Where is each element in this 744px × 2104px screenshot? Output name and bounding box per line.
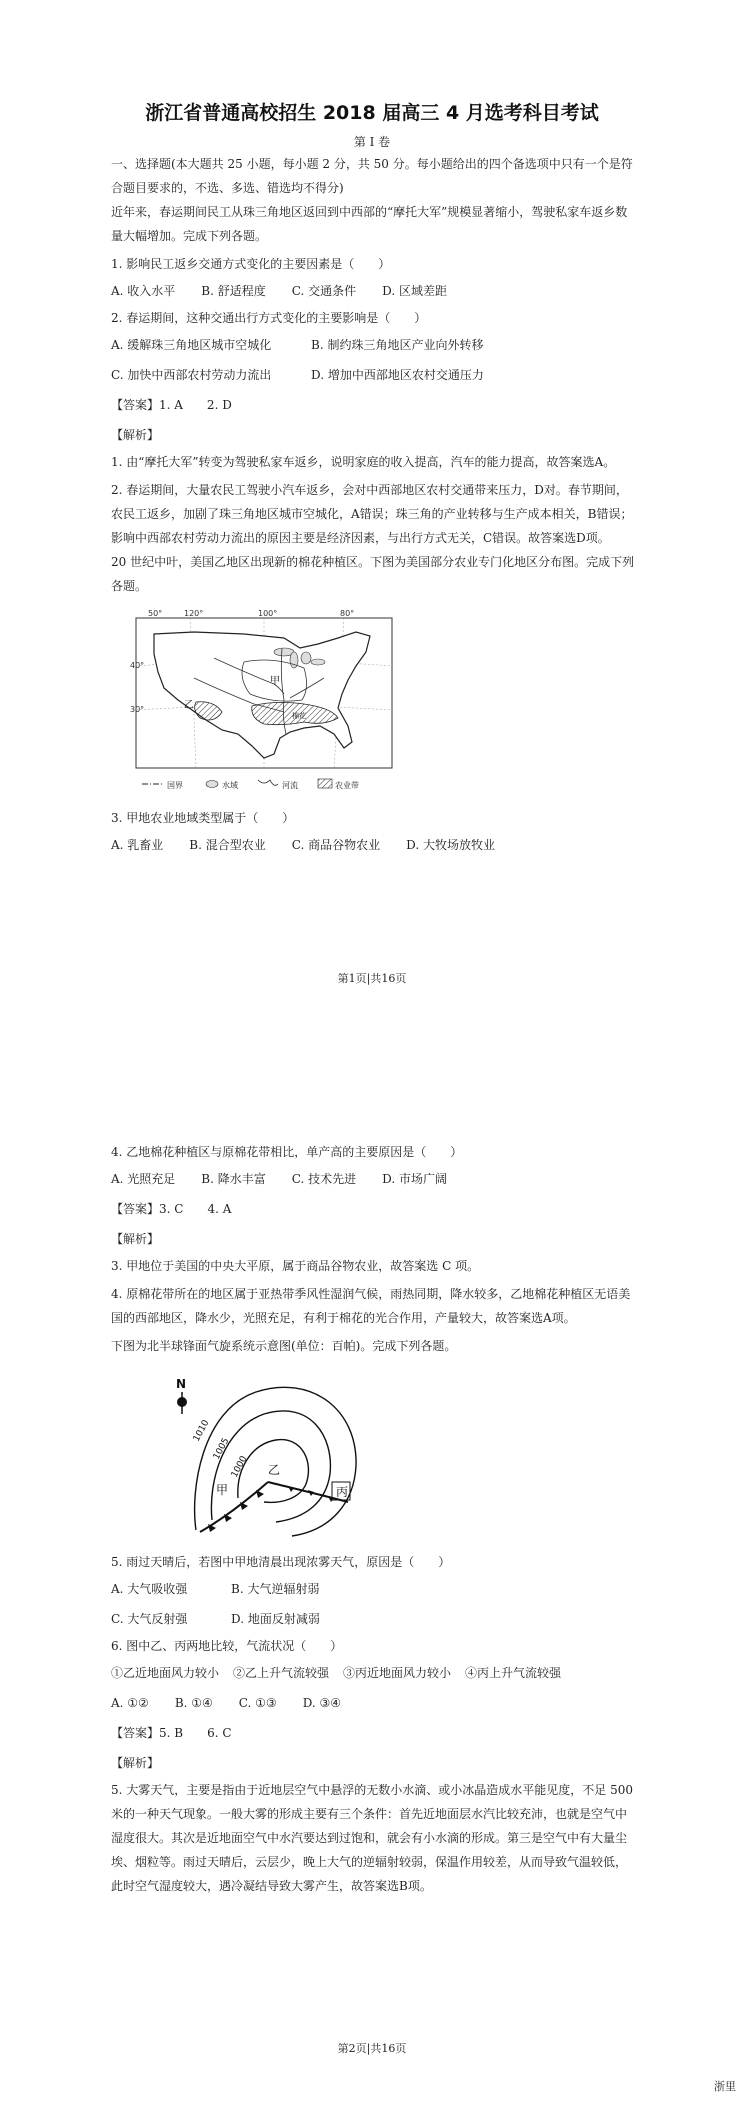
- isobar-label: 1000: [229, 1454, 250, 1480]
- exam-title: 浙江省普通高校招生 2018 届高三 4 月选考科目考试: [145, 102, 599, 124]
- cyclone-graphic: [172, 1370, 386, 1544]
- option: C. 商品谷物农业: [291, 838, 381, 852]
- answer-block: 【答案】5. B 6. C: [111, 1726, 232, 1740]
- question-1: 1. 影响民工返乡交通方式变化的主要因素是（ ）: [111, 257, 391, 271]
- page-1-footer: 第1页|共16页: [337, 972, 407, 985]
- map-graphic: [130, 608, 396, 798]
- lat-label: 30°: [130, 705, 145, 714]
- option: B. 混合型农业: [189, 838, 266, 852]
- question-1-options: [111, 276, 635, 306]
- analysis-4: 4. 原棉花带所在的地区属于亚热带季风性湿润气候，雨热同期，降水较多，乙地棉花种植区无语美国的西部地区，降水少，光照充足，有利于棉花的光合作用，产量较大，故答案选A项。: [111, 1287, 631, 1325]
- jia-label: 甲: [270, 676, 280, 687]
- analysis-label: 【解析】: [111, 1756, 160, 1770]
- option: A. 乳畜业: [111, 838, 164, 852]
- page-2-footer: 第2页|共16页: [337, 2042, 407, 2055]
- page-1-content: [111, 150, 635, 598]
- north-arrow: [176, 1377, 187, 1414]
- option: C. 大气反射强: [111, 1612, 188, 1626]
- page-2-content-lower: [111, 1550, 635, 1898]
- question-6-options: [111, 1688, 635, 1718]
- option: D. ③④: [302, 1696, 342, 1710]
- analysis-3: 3. 甲地位于美国的中央大平原，属于商品谷物农业，故答案选 C 项。: [111, 1259, 480, 1273]
- us-agriculture-map: [130, 608, 396, 798]
- question-2: 2. 春运期间，这种交通出行方式变化的主要影响是（ ）: [111, 311, 427, 325]
- lon-label: 80°: [340, 609, 355, 618]
- option: B. 制约珠三角地区产业向外转移: [311, 338, 484, 352]
- question-5: 5. 雨过天晴后，若图中甲地清晨出现浓雾天气，原因是（ ）: [111, 1555, 451, 1569]
- analysis-1: 1. 由“摩托大军”转变为驾驶私家车返乡，说明家庭的收入提高，汽车的能力提高，故答案选A。: [111, 455, 616, 469]
- question-4-options: [111, 1164, 635, 1194]
- analysis-label: 【解析】: [111, 428, 160, 442]
- question-2-options-row2: [111, 360, 635, 390]
- option: D. 大牧场放牧业: [406, 838, 495, 852]
- option: C. ①③: [238, 1696, 277, 1710]
- option: A. 大气吸收强: [111, 1582, 188, 1596]
- option: A. ①②: [111, 1696, 149, 1710]
- option: B. 大气逆辐射弱: [231, 1582, 320, 1596]
- question-3: 3. 甲地农业地域类型属于（ ）: [111, 811, 295, 825]
- legend-border: 国界: [167, 781, 183, 790]
- question-3-options: [111, 830, 635, 860]
- question-5-options-row1: [111, 1574, 635, 1604]
- intro-passage-2: 20 世纪中叶，美国乙地区出现新的棉花种植区。下图为美国部分农业专门化地区分布图。完成下列各题。: [111, 555, 635, 593]
- cold-front: [200, 1482, 268, 1532]
- statement: ②乙上升气流较强: [233, 1666, 330, 1680]
- page-1-content-lower: [111, 806, 635, 860]
- cotton-label: 棉花: [292, 712, 306, 720]
- corner-watermark: 浙里: [714, 2080, 736, 2093]
- option: D. 市场广阔: [382, 1172, 447, 1186]
- answer-block: 【答案】3. C 4. A: [111, 1202, 232, 1216]
- question-4: 4. 乙地棉花种植区与原棉花带相比，单产高的主要原因是（ ）: [111, 1145, 463, 1159]
- exam-subtitle: 第 I 卷: [353, 135, 391, 149]
- question-2-options-row1: [111, 330, 635, 360]
- option: A. 收入水平: [111, 284, 176, 298]
- analysis-label: 【解析】: [111, 1232, 160, 1246]
- option: C. 技术先进: [291, 1172, 357, 1186]
- option: C. 加快中西部农村劳动力流出: [111, 368, 272, 382]
- question-5-options-row2: [111, 1604, 635, 1634]
- answer-block: 【答案】1. A 2. D: [111, 398, 232, 412]
- lon-label: 100°: [258, 609, 278, 618]
- option: A. 缓解珠三角地区城市空城化: [111, 338, 272, 352]
- instructions: 一、选择题(本大题共 25 小题，每小题 2 分，共 50 分。每小题给出的四个备选项中只有一个是符合题目要求的，不选、多选、错选均不得分): [111, 157, 633, 195]
- isobars: [195, 1387, 356, 1536]
- lat-label: 40°: [130, 661, 145, 670]
- lon-label: 50°: [148, 609, 163, 618]
- option: D. 区域差距: [382, 284, 447, 298]
- lon-label: 120°: [184, 609, 204, 618]
- legend-water: 水域: [222, 781, 238, 790]
- place-bing: 丙: [336, 1485, 349, 1499]
- page-2-content: [111, 1040, 635, 1358]
- north-label: N: [176, 1377, 187, 1391]
- option: B. 降水丰富: [201, 1172, 266, 1186]
- option: C. 交通条件: [291, 284, 357, 298]
- option: A. 光照充足: [111, 1172, 176, 1186]
- page-2: [0, 1040, 744, 2104]
- map-legend: [142, 779, 359, 790]
- legend-river: 河流: [282, 781, 298, 790]
- statement: ④丙上升气流较强: [465, 1666, 562, 1680]
- place-jia: 甲: [216, 1483, 229, 1497]
- option: B. 舒适程度: [201, 284, 266, 298]
- statement: ③丙近地面风力较小: [343, 1666, 452, 1680]
- option: B. ①④: [174, 1696, 213, 1710]
- intro-passage-3: 下图为北半球锋面气旋系统示意图(单位：百帕)。完成下列各题。: [111, 1339, 457, 1353]
- option: D. 地面反射减弱: [231, 1612, 320, 1626]
- intro-passage-1: 近年来，春运期间民工从珠三角地区返回到中西部的“摩托大军”规模显著缩小，驾驶私家车返乡数量大幅增加。完成下列各题。: [111, 205, 628, 243]
- place-yi: 乙: [268, 1463, 281, 1477]
- yi-label: 乙: [184, 700, 194, 711]
- option: D. 增加中西部地区农村交通压力: [311, 368, 484, 382]
- isobar-label: 1005: [211, 1436, 232, 1462]
- legend-agri-belt: 农业带: [335, 781, 359, 790]
- isobar-label: 1010: [191, 1418, 212, 1444]
- frontal-cyclone-diagram: [172, 1370, 386, 1544]
- analysis-2: 2. 春运期间，大量农民工驾驶小汽车返乡，会对中西部地区农村交通带来压力，D对。春节期间，农民工返乡，加剧了珠三角地区城市空城化，A错误；珠三角的产业转移与生产成本相关，B错误；影响中西部农村劳动力流出的原因主要是经济因素，与出行方式无关，C错误。故答案选D项。: [111, 483, 633, 545]
- question-6-statements: [111, 1658, 635, 1688]
- page-1: [0, 0, 744, 1040]
- statement: ①乙近地面风力较小: [111, 1666, 220, 1680]
- analysis-5: 5. 大雾天气，主要是指由于近地层空气中悬浮的无数小水滴、或小冰晶造成水平能见度，不足 500 米的一种天气现象。一般大雾的形成主要有三个条件：首先近地面层水汽比较充沛，也就是空气中湿度很大。其次是近地面空气中水汽要达到过饱和，就会有小水滴的形成。第三是空气中有大量尘埃、烟粒等。雨过天晴后，云层少，晚上大气的逆辐射较弱，保温作用较差，从而导致气温较低，此时空气湿度较大，遇冷凝结导致大雾产生，故答案选B项。: [111, 1783, 633, 1893]
- question-6: 6. 图中乙、丙两地比较，气流状况（ ）: [111, 1639, 343, 1653]
